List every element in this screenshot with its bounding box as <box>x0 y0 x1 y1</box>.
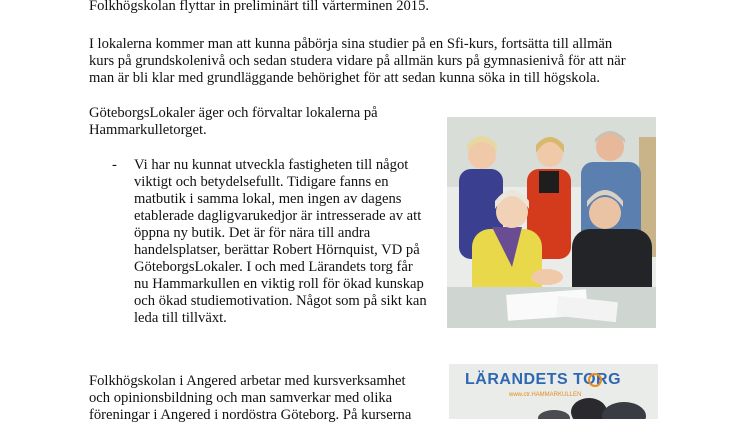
bullet-marker: - <box>112 157 117 173</box>
paragraph-4-line-1: Folkhögskolan i Angered arbetar med kursverksamhet <box>89 373 406 389</box>
paragraph-3-line-2: Hammarkulletorget. <box>89 122 207 138</box>
bullet-line-5: öppna ny butik. Det är för nära till andra <box>134 225 371 241</box>
crowd-illustration <box>449 364 658 419</box>
paragraph-2-line-2: kurs på grundskolenivå och sedan studera vidare på allmän kurs på gymnasienivå för att när <box>89 53 626 69</box>
paragraph-4-line-2: och opinionsbildning och man samverkar med olika <box>89 390 393 406</box>
sign-subtext: www.ctr.HAMMARKULLEN <box>509 392 582 398</box>
bullet-line-6: handelsplatser, berättar Robert Hörnquist, VD på <box>134 242 420 258</box>
paragraph-2-line-1: I lokalerna kommer man att kunna påbörja sina studier på en Sfi-kurs, fortsätta till allmän <box>89 36 613 52</box>
group-signing-photo <box>447 117 656 328</box>
bullet-line-8: nu Hammarkullen en viktig roll för ökad kunskap <box>134 276 424 292</box>
bullet-line-4: etablerade dagligvarukedjor är intresserade av att <box>134 208 422 224</box>
larandets-torg-photo <box>449 364 658 419</box>
paragraph-3-line-1: GöteborgsLokaler äger och förvaltar lokalerna på <box>89 105 378 121</box>
bullet-line-3: matbutik i samma lokal, men ingen av dagens <box>134 191 402 207</box>
bullet-line-2: viktigt och betydelsefullt. Tidigare fanns en <box>134 174 389 190</box>
paragraph-2-line-3: man är bli klar med grundläggande behörighet för att sedan kunna söka in till högskola. <box>89 70 601 86</box>
group-signing-illustration <box>447 117 656 328</box>
paragraph-4-line-3: föreningar i Angered i nordöstra Göteborg. På kurserna <box>89 407 412 423</box>
bullet-line-9: och ökad studiemotivation. Något som på sikt kan <box>134 293 427 309</box>
bullet-line-7: GöteborgsLokaler. I och med Lärandets torg får <box>134 259 413 275</box>
sign-text: LÄRANDETS TORG <box>465 371 622 388</box>
bullet-line-1: Vi har nu kunnat utveckla fastigheten till något <box>134 157 409 173</box>
bullet-line-10: leda till tillväxt. <box>134 310 227 326</box>
paragraph-1: Folkhögskolan flyttar in preliminärt till vårterminen 2015. <box>89 0 430 14</box>
